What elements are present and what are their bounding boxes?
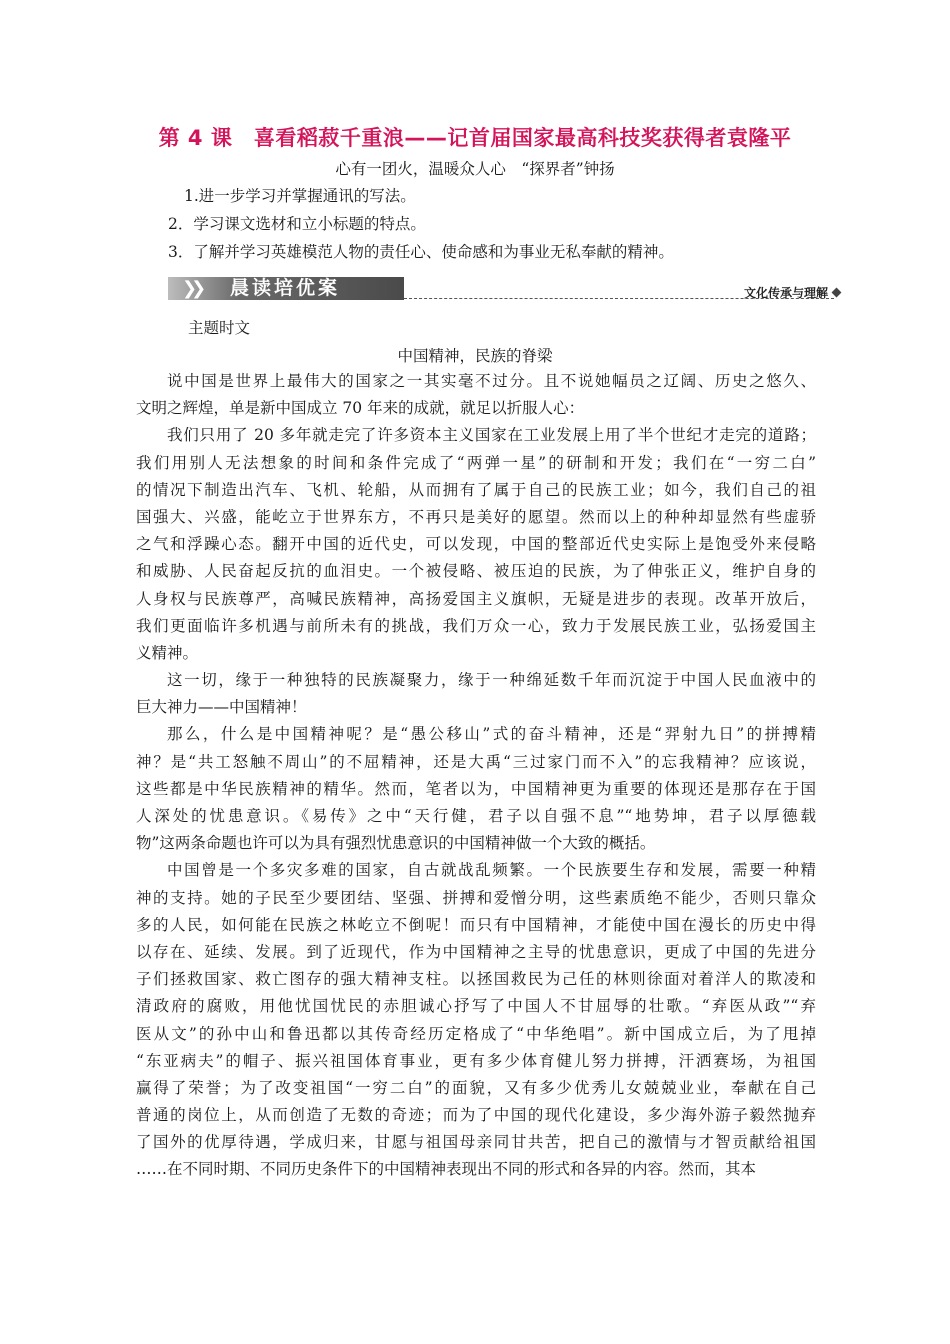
paragraph-line: 普通的岗位上，从而创造了无数的奇迹；而为了中国的现代化建设，多少海外游子毅然抛弃: [136, 1106, 816, 1125]
essay-paragraph: [136, 857, 816, 1183]
paragraph-line: 清政府的腐败，用他忧国忧民的赤胆诚心抒写了中国人不甘屈辱的壮歌。“弃医从政”“弃: [136, 997, 816, 1016]
paragraph-line: 我们用别人无法想象的时间和条件完成了“两弹一星”的研制和开发；我们在“一穷二白”: [136, 453, 816, 472]
objective-item: 1.进一步学习并掌握通讯的写法。: [184, 187, 416, 205]
paragraph-line: 义精神。: [136, 643, 199, 662]
essay-title: 中国精神，民族的脊梁: [397, 347, 553, 365]
paragraph-line: 巨大神力——中国精神！: [136, 698, 307, 717]
paragraph-line: 国强大、兴盛，能屹立于世界东方，不再只是美好的愿望。然而以上的种种却显然有些虚骄: [136, 507, 816, 526]
essay-paragraph: [136, 667, 816, 721]
essay-paragraph: [136, 368, 816, 422]
paragraph-line: 的情况下制造出汽车、飞机、轮船，从而拥有了属于自己的民族工业；如今，我们自己的祖: [136, 480, 816, 499]
paragraph-line: 这一切，缘于一种独特的民族凝聚力，缘于一种绵延数千年而沉淀于中国人民血液中的: [167, 671, 816, 690]
diamond-icon: [832, 288, 842, 298]
objective-item: 2．学习课文选材和立小标题的特点。: [168, 215, 426, 233]
essay-paragraph: [136, 422, 816, 667]
paragraph-line: 文明之辉煌，单是新中国成立 70 年来的成就，就足以折服人心：: [136, 399, 585, 418]
paragraph-line: 以存在、延续、发展。到了近现代，作为中国精神之主导的忧患意识，更成了中国的先进分: [136, 942, 816, 961]
paragraph-line: “东亚病夫”的帽子、振兴祖国体育事业，更有多少体育健儿努力拼搏，汗洒赛场，为祖国: [136, 1051, 816, 1070]
paragraph-line: ……在不同时期、不同历史条件下的中国精神表现出不同的形式和各异的内容。然而，其本: [136, 1160, 757, 1179]
lesson-subtitle: 心有一团火，温暖众人心 “探界者”钟扬: [335, 160, 615, 178]
essay-paragraph: [136, 721, 816, 857]
paragraph-line: 那么，什么是中国精神呢？是“愚公移山”式的奋斗精神，还是“羿射九日”的拼搏精: [167, 725, 816, 744]
learning-objectives: [168, 182, 674, 266]
section-banner: [168, 271, 842, 305]
section-label: 主题时文: [188, 319, 251, 337]
banner-right-label: 文化传承与理解: [743, 286, 828, 300]
paragraph-line: 多的人民，如何能在民族之林屹立不倒呢！而只有中国精神，才能使中国在漫长的历史中得: [136, 915, 816, 934]
paragraph-line: 和威胁、人民奋起反抗的血泪史。一个被侵略、被压迫的民族，为了伸张正义，维护自身的: [136, 562, 816, 581]
paragraph-line: 人深处的忧患意识。《易传》之中“天行健，君子以自强不息”“地势坤，君子以厚德载: [136, 807, 816, 825]
banner-label: 晨读培优案: [230, 277, 341, 299]
paragraph-line: 子们拯救国家、救亡图存的强大精神支柱。以拯国救民为己任的林则徐面对着洋人的欺凌和: [136, 970, 816, 989]
double-chevron-icon: ❯❯: [182, 278, 201, 299]
paragraph-line: 医从文”的孙中山和鲁迅都以其传奇经历定格成了“中华绝唱”。新中国成立后，为了甩掉: [136, 1024, 816, 1043]
paragraph-line: 我们只用了 20 多年就走完了许多资本主义国家在工业发展上用了半个世纪才走完的道路；: [167, 426, 816, 445]
paragraph-line: 说中国是世界上最伟大的国家之一其实毫不过分。且不说她幅员之辽阔、历史之悠久、: [167, 372, 816, 390]
lesson-title: 第 4 课 喜看稻菽千重浪——记首届国家最高科技奖获得者袁隆平: [158, 126, 792, 150]
paragraph-line: 中国曾是一个多灾多难的国家，自古就战乱频繁。一个民族要生存和发展，需要一种精: [167, 861, 816, 880]
essay-body: [136, 368, 816, 1184]
paragraph-line: 人身权与民族尊严，高喊民族精神，高扬爱国主义旗帜，无疑是进步的表现。改革开放后，: [136, 589, 816, 608]
paragraph-line: 神的支持。她的子民至少要团结、坚强、拼搏和爱憎分明，这些素质绝不能少，否则只靠众: [136, 888, 816, 907]
paragraph-line: 了国外的优厚待遇，学成归来，甘愿与祖国母亲同甘共苦，把自己的激情与才智贡献给祖国: [136, 1133, 816, 1152]
objective-item: 3．了解并学习英雄模范人物的责任心、使命感和为事业无私奉献的精神。: [168, 243, 674, 261]
paragraph-line: 这些都是中华民族精神的精华。然而，笔者以为，中国精神更为重要的体现还是那存在于国: [136, 779, 816, 798]
paragraph-line: 神？是“共工怒触不周山”的不屈精神，还是大禹“三过家门而不入”的忘我精神？应该说，: [136, 752, 816, 771]
paragraph-line: 物”这两条命题也许可以为具有强烈忧患意识的中国精神做一个大致的概括。: [136, 834, 656, 853]
paragraph-line: 赢得了荣誉；为了改变祖国“一穷二白”的面貌，又有多少优秀儿女兢兢业业，奉献在自己: [136, 1078, 816, 1097]
paragraph-line: 我们更面临许多机遇与前所未有的挑战，我们万众一心，致力于发展民族工业，弘扬爱国主: [136, 616, 816, 635]
paragraph-line: 之气和浮躁心态。翻开中国的近代史，可以发现，中国的整部近代史实际上是饱受外来侵略: [136, 535, 816, 554]
